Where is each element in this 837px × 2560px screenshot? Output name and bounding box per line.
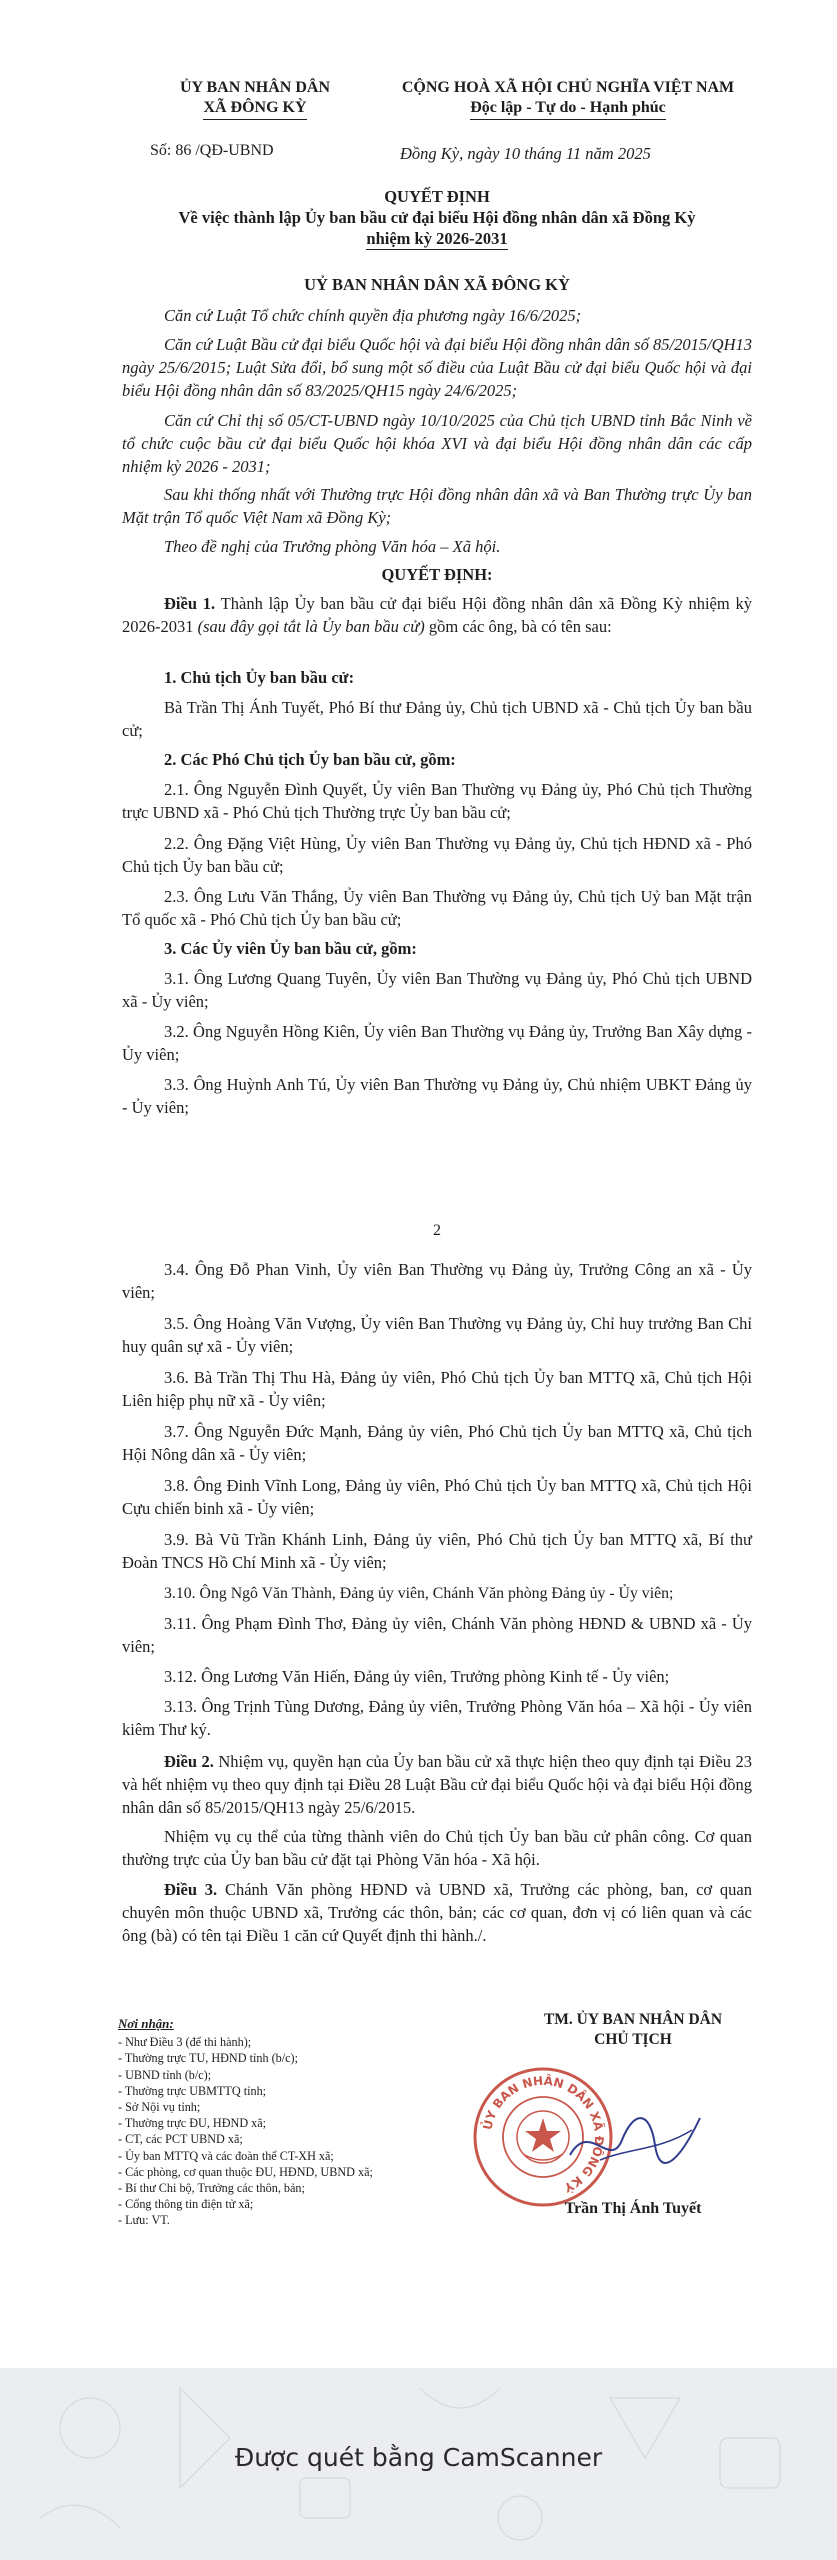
issue-date: Đồng Kỳ, ngày 10 tháng 11 năm 2025	[400, 144, 651, 163]
preamble-5	[122, 535, 752, 558]
recipient-item: - CT, các PCT UBND xã;	[118, 2132, 243, 2147]
article-3-text: Chánh Văn phòng HĐND và UBND xã, Trưởng các phòng, ban, cơ quan chuyên môn thuộc UBND xã, Trưởng các thôn, bản; các cơ quan, đơn vị có liên quan và các ông (bà) có tên tại Điều 1 căn cứ Quyết định thi hành./.	[122, 1880, 752, 1945]
section-3-item	[122, 967, 752, 1013]
article-3	[122, 1878, 752, 1947]
section-1-heading-text: 1. Chủ tịch Ủy ban bầu cử:	[164, 668, 355, 687]
scanner-watermark: Được quét bằng CamScanner	[234, 2443, 603, 2472]
section-3-item-9-text: 3.9. Bà Vũ Trần Khánh Linh, Đảng ủy viên, Phó Chủ tịch Ủy ban MTTQ xã, Bí thư Đoàn TNCS Hồ Chí Minh xã - Ủy viên;	[122, 1530, 752, 1572]
decide-heading: QUYẾT ĐỊNH:	[381, 565, 493, 584]
section-2-heading-text: 2. Các Phó Chủ tịch Ủy ban bầu cử, gồm:	[164, 750, 456, 769]
preamble-2-text: Căn cứ Luật Bầu cử đại biểu Quốc hội và đại biểu Hội đồng nhân dân số 85/2015/QH13 ngày 25/6/2015; Luật Sửa đổi, bổ sung một số điều của Luật Bầu cử đại biểu Quốc hội và đại biểu Hội đồng nhân dân số 83/2025/QH15 ngày 24/6/2025;	[122, 335, 752, 400]
section-3-item-8-text: 3.8. Ông Đinh Vĩnh Long, Đảng ủy viên, Phó Chủ tịch Ủy ban MTTQ xã, Chủ tịch Hội Cựu chiến binh xã - Ủy viên;	[122, 1476, 752, 1518]
article-1	[122, 592, 752, 638]
article-2-text: Nhiệm vụ, quyền hạn của Ủy ban bầu cử xã thực hiện theo quy định tại Điều 23 và hết nhiệm vụ theo quy định tại Điều 28 Luật Bầu cử đại biểu Quốc hội và đại biểu Hội đồng nhân dân số 85/2015/QH13 ngày 25/6/2015.	[122, 1752, 753, 1817]
section-3-heading	[122, 937, 752, 960]
preamble-3	[122, 409, 752, 478]
article-2	[122, 1750, 752, 1819]
section-3-item-13-text: 3.13. Ông Trịnh Tùng Dương, Đảng ủy viên, Trưởng Phòng Văn hóa – Xã hội - Ủy viên kiêm Thư ký.	[122, 1697, 752, 1739]
title-line-2: Về việc thành lập Ủy ban bầu cử đại biểu Hội đồng nhân dân xã Đồng Kỳ	[178, 208, 696, 227]
title-line-3: nhiệm kỳ 2026-2031	[366, 229, 508, 248]
recipient-item: - Thường trực TU, HĐND tỉnh (b/c);	[118, 2051, 298, 2066]
article-1-italic: (sau đây gọi tắt là Ủy ban bầu cử)	[197, 617, 425, 636]
stamp-ring-text: ỦY BAN NHÂN DÂN XÃ ĐÔNG KỲ	[480, 2073, 607, 2195]
section-1-item-text: Bà Trần Thị Ánh Tuyết, Phó Bí thư Đảng ủy, Chủ tịch UBND xã - Chủ tịch Ủy ban bầu cử;	[122, 698, 752, 740]
section-3-item-6-text: 3.6. Bà Trần Thị Thu Hà, Đảng ủy viên, Phó Chủ tịch Ủy ban MTTQ xã, Chủ tịch Hội Liên hiệp phụ nữ xã - Ủy viên;	[122, 1368, 752, 1410]
section-2-item-1-text: 2.1. Ông Nguyễn Đình Quyết, Ủy viên Ban Thường vụ Đảng ủy, Phó Chủ tịch Thường trực UBND xã - Phó Chủ tịch Thường trực Ủy ban bầu cử;	[122, 780, 752, 822]
article-1-label: Điều 1.	[164, 594, 216, 613]
section-3-item	[122, 1665, 752, 1688]
preamble-4	[122, 483, 752, 529]
document-number: Số: 86 /QĐ-UBND	[150, 142, 274, 159]
section-3-item	[122, 1695, 752, 1741]
section-2-heading	[122, 748, 752, 771]
recipient-item: - Cổng thông tin điện tử xã;	[118, 2197, 254, 2212]
org-line-1: ỦY BAN NHÂN DÂN	[179, 79, 331, 96]
preamble-3-text: Căn cứ Chỉ thị số 05/CT-UBND ngày 10/10/2025 của Chủ tịch UBND tỉnh Bắc Ninh về tổ chức cuộc bầu cử đại biểu Quốc hội khóa XVI và đại biểu Hội đồng nhân dân các cấp nhiệm kỳ 2026 - 2031;	[122, 411, 752, 476]
section-1-heading	[122, 666, 752, 689]
article-1-text-a: Thành lập Ủy ban bầu cử đại biểu Hội đồng nhân dân xã Đồng Kỳ nhiệm kỳ 2026-2031	[122, 594, 753, 636]
recipient-item: - Bí thư Chi bộ, Trưởng các thôn, bản;	[118, 2181, 305, 2196]
section-3-item-12-text: 3.12. Ông Lương Văn Hiến, Đảng ủy viên, Trưởng phòng Kinh tế - Ủy viên;	[164, 1667, 670, 1686]
recipient-item: - Như Điều 3 (để thi hành);	[118, 2035, 252, 2050]
section-3-item	[122, 1582, 752, 1605]
section-3-item	[122, 1258, 752, 1304]
recipient-item: - Lưu: VT.	[118, 2213, 170, 2228]
section-3-item	[122, 1312, 752, 1358]
section-3-item-1-text: 3.1. Ông Lương Quang Tuyên, Ủy viên Ban Thường vụ Đảng ủy, Phó Chủ tịch UBND xã - Ủy viên;	[122, 969, 752, 1011]
recipient-item: - UBND tỉnh (b/c);	[118, 2067, 212, 2082]
section-2-item-3-text: 2.3. Ông Lưu Văn Thắng, Ủy viên Ban Thường vụ Đảng ủy, Chủ tịch Uỷ ban Mặt trận Tổ quốc xã - Phó Chủ tịch Ủy ban bầu cử;	[122, 887, 752, 929]
article-1-text-b: gồm các ông, bà có tên sau:	[424, 617, 612, 636]
section-3-item	[122, 1420, 752, 1466]
section-3-item-10-text: 3.10. Ông Ngô Văn Thành, Đảng ủy viên, Chánh Văn phòng Đảng ủy - Ủy viên;	[164, 1585, 674, 1602]
section-3-item	[122, 1366, 752, 1412]
preamble-1-text: Căn cứ Luật Tổ chức chính quyền địa phương ngày 16/6/2025;	[164, 306, 582, 325]
recipient-item: - Ủy ban MTTQ và các đoàn thể CT-XH xã;	[118, 2148, 334, 2163]
section-3-item	[122, 1073, 752, 1119]
recipient-item: - Sở Nội vụ tỉnh;	[118, 2100, 201, 2115]
title-line-1: QUYẾT ĐỊNH	[384, 187, 490, 206]
section-3-item	[122, 1612, 752, 1658]
recipient-item: - Thường trực ĐU, HĐND xã;	[118, 2116, 267, 2131]
signature-title	[498, 2010, 768, 2050]
recipient-item: - Các phòng, cơ quan thuộc ĐU, HĐND, UBND xã;	[118, 2164, 373, 2179]
section-2-item	[122, 885, 752, 931]
recipient-item: - Thường trực UBMTTQ tỉnh;	[118, 2083, 267, 2098]
section-3-item-5-text: 3.5. Ông Hoàng Văn Vượng, Ủy viên Ban Thường vụ Đảng ủy, Chỉ huy trưởng Ban Chỉ huy quân sự xã - Ủy viên;	[122, 1314, 752, 1356]
section-3-item	[122, 1528, 752, 1574]
section-3-item-2-text: 3.2. Ông Nguyễn Hồng Kiên, Ủy viên Ban Thường vụ Đảng ủy, Trưởng Ban Xây dựng - Ủy viên;	[122, 1022, 752, 1064]
page-number: 2	[433, 1222, 441, 1239]
handwritten-signature	[560, 2100, 710, 2180]
issuing-authority: UỶ BAN NHÂN DÂN XÃ ĐÔNG KỲ	[304, 275, 570, 294]
issuing-org	[130, 78, 380, 120]
section-3-item-4-text: 3.4. Ông Đỗ Phan Vinh, Ủy viên Ban Thường vụ Đảng ủy, Trưởng Công an xã - Ủy viên;	[122, 1260, 752, 1302]
recipients-heading: Nơi nhận:	[118, 2016, 174, 2031]
article-2-label: Điều 2.	[164, 1752, 214, 1771]
preamble-4-text: Sau khi thống nhất với Thường trực Hội đồng nhân dân xã và Ban Thường trực Ủy ban Mặt trận Tổ quốc Việt Nam xã Đồng Kỳ;	[122, 485, 752, 527]
section-3-item-3-text: 3.3. Ông Huỳnh Anh Tú, Ủy viên Ban Thường vụ Đảng ủy, Chủ nhiệm UBKT Đảng ủy - Ủy viên;	[122, 1075, 752, 1117]
section-3-item	[122, 1020, 752, 1066]
section-1-item	[122, 696, 752, 742]
section-2-item	[122, 832, 752, 878]
signature-line-1: TM. ỦY BAN NHÂN DÂN	[543, 2011, 723, 2028]
preamble-2	[122, 333, 752, 402]
preamble-5-text: Theo đề nghị của Trưởng phòng Văn hóa – Xã hội.	[164, 537, 501, 556]
signature-line-2: CHỦ TỊCH	[594, 2031, 672, 2048]
country-name: CỘNG HOÀ XÃ HỘI CHỦ NGHĨA VIỆT NAM	[401, 79, 735, 96]
article-2-paragraph-2	[122, 1825, 752, 1871]
section-3-item-11-text: 3.11. Ông Phạm Đình Thơ, Đảng ủy viên, Chánh Văn phòng HĐND & UBND xã - Ủy viên;	[122, 1614, 752, 1656]
signer-name: Trần Thị Ánh Tuyết	[564, 2200, 702, 2217]
article-2-text-2: Nhiệm vụ cụ thể của từng thành viên do Chủ tịch Ủy ban bầu cử phân công. Cơ quan thường trực của Ủy ban bầu cử đặt tại Phòng Văn hóa - Xã hội.	[122, 1827, 752, 1869]
section-3-item	[122, 1474, 752, 1520]
national-motto	[368, 78, 768, 120]
section-3-heading-text: 3. Các Ủy viên Ủy ban bầu cử, gồm:	[164, 939, 417, 958]
section-2-item-2-text: 2.2. Ông Đặng Việt Hùng, Ủy viên Ban Thường vụ Đảng ủy, Chủ tịch HĐND xã - Phó Chủ tịch Ủy ban bầu cử;	[122, 834, 752, 876]
section-3-item-7-text: 3.7. Ông Nguyễn Đức Mạnh, Đảng ủy viên, Phó Chủ tịch Ủy ban MTTQ xã, Chủ tịch Hội Nông dân xã - Ủy viên;	[122, 1422, 752, 1464]
preamble-1	[122, 304, 752, 327]
org-line-2: XÃ ĐÔNG KỲ	[203, 98, 306, 120]
motto-line: Độc lập - Tự do - Hạnh phúc	[470, 98, 666, 120]
decision-title	[122, 186, 752, 250]
section-2-item	[122, 778, 752, 824]
recipients-list	[118, 2016, 468, 2229]
article-3-label: Điều 3.	[164, 1880, 218, 1899]
